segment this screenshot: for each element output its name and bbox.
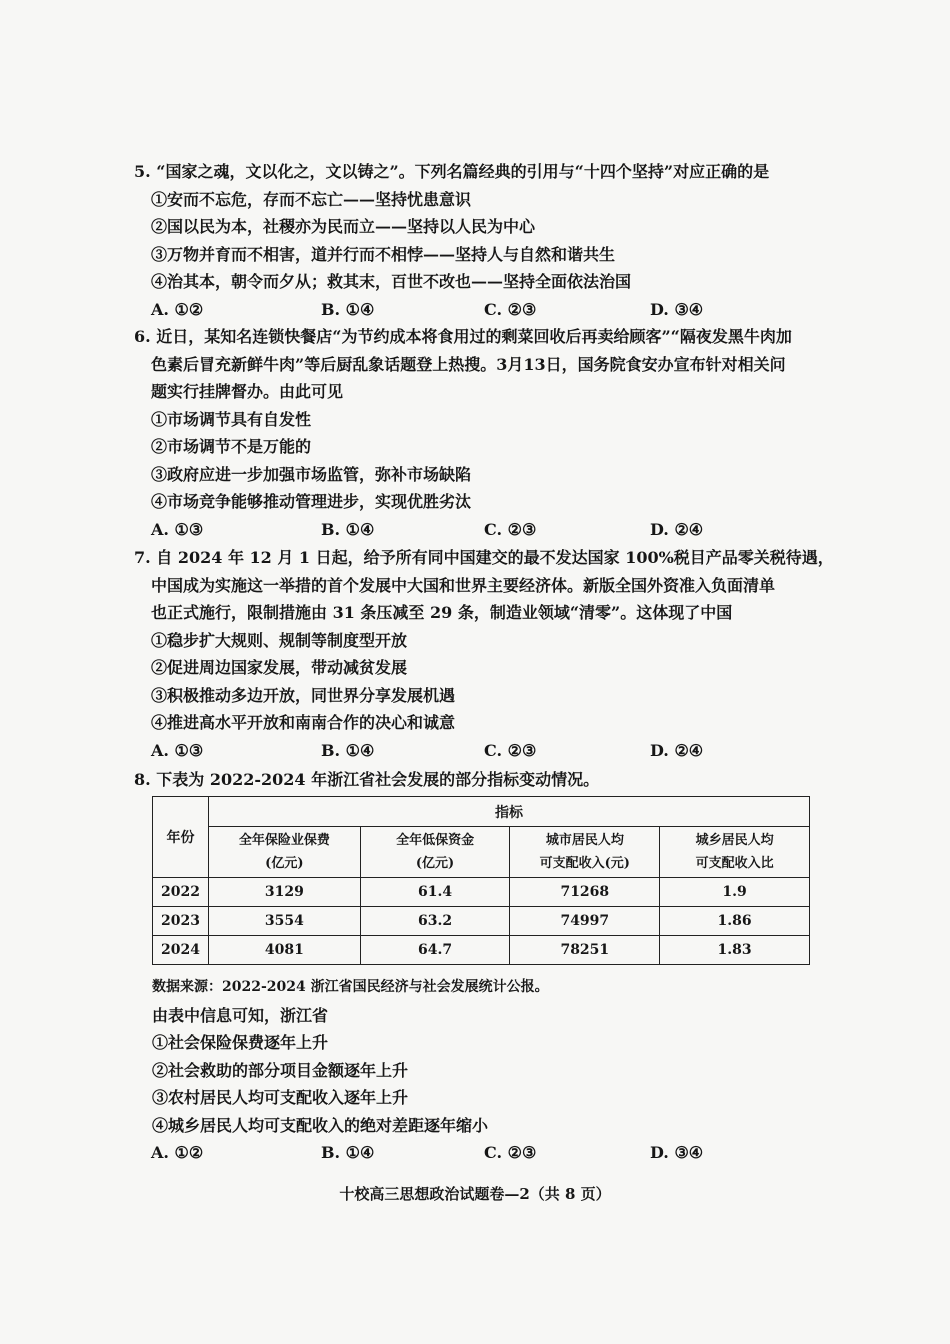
question-5 [134, 158, 824, 323]
column-header [510, 827, 660, 878]
column-header [360, 827, 510, 878]
column-header-line: 城乡居民人均 [695, 833, 774, 848]
statement-item: ①稳步扩大规则、规制等制度型开放 [151, 630, 408, 650]
statement-item: ②社会救助的部分项目金额逐年上升 [152, 1060, 409, 1080]
question-stem: 色素后冒充新鲜牛肉”等后厨乱象话题登上热搜。3月13日，国务院食安办宣布针对相关问 [151, 354, 786, 374]
column-header-unit: 可支配收入(元) [539, 856, 630, 871]
column-header-unit: (亿元) [265, 856, 304, 871]
table-cell: 61.4 [360, 878, 510, 907]
question-lead: 由表中信息可知，浙江省 [152, 1005, 329, 1025]
option-a[interactable]: A. ①③ [151, 519, 204, 539]
table-cell: 74997 [510, 907, 660, 936]
column-header [660, 827, 810, 878]
table-cell: 2022 [153, 878, 209, 907]
table-row [153, 907, 810, 936]
table-cell: 3554 [208, 907, 360, 936]
year-header: 年份 [153, 797, 209, 878]
question-stem: 也正式施行，限制措施由 31 条压减至 29 条，制造业领域“清零”。这体现了中国 [151, 603, 733, 622]
answer-options [134, 516, 824, 544]
statement-item: ①市场调节具有自发性 [151, 409, 312, 429]
data-source: 数据来源：2022-2024 浙江省国民经济与社会发展统计公报。 [152, 979, 549, 995]
table-cell: 1.9 [660, 878, 810, 907]
question-8-body [152, 974, 822, 1167]
table-cell: 1.83 [660, 936, 810, 965]
table-cell: 63.2 [360, 907, 510, 936]
statement-item: ③农村居民人均可支配收入逐年上升 [152, 1088, 409, 1107]
statement-item: ④城乡居民人均可支配收入的绝对差距逐年缩小 [152, 1115, 489, 1135]
table-cell: 64.7 [360, 936, 510, 965]
indicator-group-header: 指标 [208, 797, 809, 827]
option-b[interactable]: B. ①④ [321, 519, 375, 539]
statement-item: ③积极推动多边开放，同世界分享发展机遇 [151, 685, 456, 705]
table-cell: 3129 [208, 878, 360, 907]
statement-item: ②促进周边国家发展，带动减贫发展 [151, 658, 408, 677]
column-header-line: 全年低保资金 [396, 833, 475, 848]
question-7 [134, 544, 834, 764]
column-header-line: 全年保险业保费 [238, 833, 330, 848]
indicator-table [152, 796, 810, 965]
statement-item: ③万物并育而不相害，道并行而不相悖——坚持人与自然和谐共生 [151, 244, 616, 264]
option-b[interactable]: B. ①④ [321, 299, 375, 319]
table-cell: 1.86 [660, 907, 810, 936]
table-cell: 71268 [510, 878, 660, 907]
column-header-line: 城市居民人均 [545, 833, 624, 848]
table-row [153, 936, 810, 965]
statement-item: ④治其本，朝令而夕从；救其末，百世不改也——坚持全面依法治国 [151, 272, 632, 291]
question-stem: 5. “国家之魂，文以化之，文以铸之”。下列名篇经典的引用与“十四个坚持”对应正确的是 [134, 162, 770, 181]
option-d[interactable]: D. ②④ [650, 740, 704, 760]
answer-options [134, 737, 824, 765]
question-stem: 8. 下表为 2022-2024 年浙江省社会发展的部分指标变动情况。 [134, 770, 600, 789]
option-d[interactable]: D. ②④ [650, 519, 704, 539]
statement-item: ①社会保险保费逐年上升 [152, 1033, 329, 1052]
option-a[interactable]: A. ①② [151, 1143, 204, 1162]
column-header-unit: 可支配收入比 [695, 856, 774, 871]
question-8 [134, 766, 824, 794]
option-a[interactable]: A. ①③ [151, 740, 204, 760]
statement-item: ①安而不忘危，存而不忘亡——坚持忧患意识 [151, 189, 472, 209]
statement-item: ②市场调节不是万能的 [151, 437, 312, 456]
option-b[interactable]: B. ①④ [321, 740, 375, 760]
option-c[interactable]: C. ②③ [484, 519, 537, 539]
statement-item: ④市场竞争能够推动管理进步，实现优胜劣汰 [151, 492, 472, 511]
column-header [208, 827, 360, 878]
question-stem: 7. 自 2024 年 12 月 1 日起，给予所有同中国建交的最不发达国家 100%税目产品零关税待遇， [134, 548, 834, 567]
option-d[interactable]: D. ③④ [650, 299, 704, 319]
question-stem: 中国成为实施这一举措的首个发展中大国和世界主要经济体。新版全国外资准入负面清单 [151, 575, 776, 595]
question-stem: 6. 近日，某知名连锁快餐店“为节约成本将食用过的剩菜回收后再卖给顾客”“隔夜发黑牛肉加 [134, 327, 792, 346]
option-c[interactable]: C. ②③ [484, 299, 537, 319]
question-6 [134, 323, 824, 543]
option-b[interactable]: B. ①④ [321, 1143, 375, 1162]
statement-item: ④推进高水平开放和南南合作的决心和诚意 [151, 713, 456, 732]
statement-item: ②国以民为本，社稷亦为民而立——坚持以人民为中心 [151, 217, 536, 236]
table-cell: 78251 [510, 936, 660, 965]
page-footer: 十校高三思想政治试题卷—2（共 8 页） [339, 1185, 611, 1203]
option-d[interactable]: D. ③④ [650, 1143, 704, 1162]
answer-options [134, 1139, 822, 1167]
table-row [153, 878, 810, 907]
table-cell: 4081 [208, 936, 360, 965]
statement-item: ③政府应进一步加强市场监管，弥补市场缺陷 [151, 464, 472, 484]
question-stem: 题实行挂牌督办。由此可见 [151, 382, 344, 401]
option-c[interactable]: C. ②③ [484, 1143, 537, 1162]
option-a[interactable]: A. ①② [151, 299, 204, 319]
table-cell: 2023 [153, 907, 209, 936]
answer-options [134, 296, 824, 324]
table-cell: 2024 [153, 936, 209, 965]
column-header-unit: (亿元) [415, 856, 455, 871]
option-c[interactable]: C. ②③ [484, 740, 537, 760]
